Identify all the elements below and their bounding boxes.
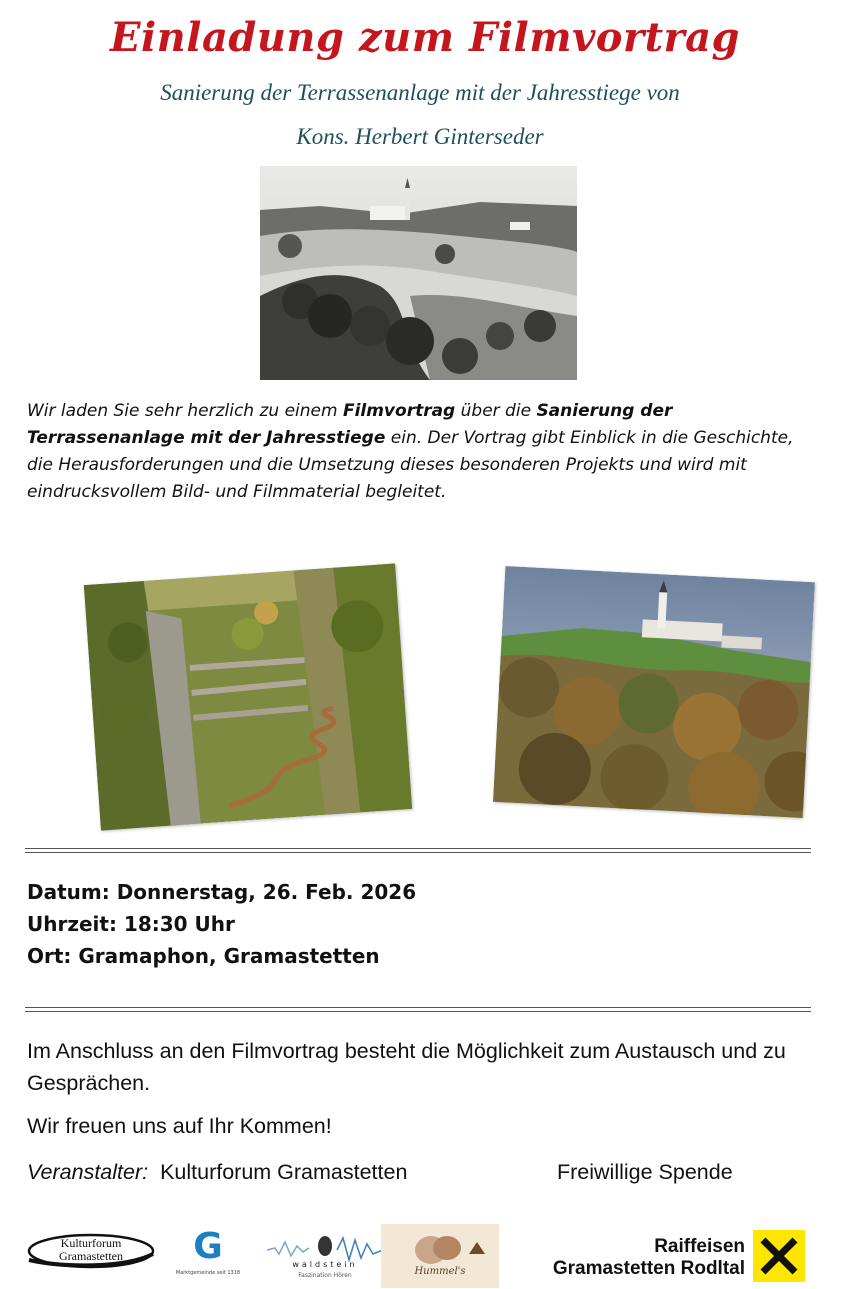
terrace-photo bbox=[84, 563, 412, 830]
subtitle-line-2: Kons. Herbert Ginterseder bbox=[296, 124, 544, 149]
event-date: Datum: Donnerstag, 26. Feb. 2026 bbox=[27, 880, 417, 904]
organizer-name: Kulturforum Gramastetten bbox=[160, 1160, 408, 1184]
church-hill-photo bbox=[493, 566, 815, 818]
divider-top bbox=[25, 848, 811, 853]
event-place: Ort: Gramaphon, Gramastetten bbox=[27, 944, 380, 968]
raiffeisen-logo: Raiffeisen Gramastetten Rodltal bbox=[503, 1224, 811, 1288]
page-title: Einladung zum Filmvortrag bbox=[110, 14, 740, 61]
organizer-label: Veranstalter: bbox=[27, 1160, 149, 1184]
sponsor-logo-bar bbox=[25, 1224, 811, 1288]
divider-bottom bbox=[25, 1007, 811, 1012]
raiffeisen-cross-icon bbox=[753, 1230, 805, 1282]
welcome-text: Wir freuen uns auf Ihr Kommen! bbox=[27, 1114, 332, 1138]
event-details bbox=[27, 876, 416, 972]
organizer-line bbox=[27, 1160, 787, 1185]
waldstein-logo: waldstein Faszination Hören bbox=[267, 1224, 383, 1288]
intro-highlight-film: Filmvortrag bbox=[342, 401, 456, 421]
event-time: Uhrzeit: 18:30 Uhr bbox=[27, 912, 235, 936]
donation-note: Freiwillige Spende bbox=[557, 1160, 733, 1184]
subtitle-line-1: Sanierung der Terrassenanlage mit der Jahresstiege von bbox=[160, 80, 680, 105]
hummel-logo: Hummel's bbox=[381, 1224, 499, 1288]
historic-photo bbox=[260, 166, 577, 380]
intro-paragraph: Wir laden Sie sehr herzlich zu einem Filmvortrag über die Sanierung der Terrassenanlage mit der Jahresstiege ein. Der Vortrag gibt Einblick in die Geschichte, die Herausforderungen und die Umsetzung dieses besonderen Projekts und wird mit eindrucksvollem Bild- und Filmmaterial begleitet. bbox=[27, 401, 794, 502]
closing-text: Im Anschluss an den Filmvortrag besteht die Möglichkeit zum Austausch und zu Gesprächen. bbox=[27, 1039, 786, 1095]
gemeinde-logo: G Marktgemeinde seit 1318 bbox=[175, 1226, 241, 1276]
kulturforum-logo: Kulturforum Gramastetten bbox=[25, 1224, 157, 1288]
intro-highlight-project: Sanierung der Terrassenanlage mit der Jahresstiege bbox=[27, 401, 673, 448]
